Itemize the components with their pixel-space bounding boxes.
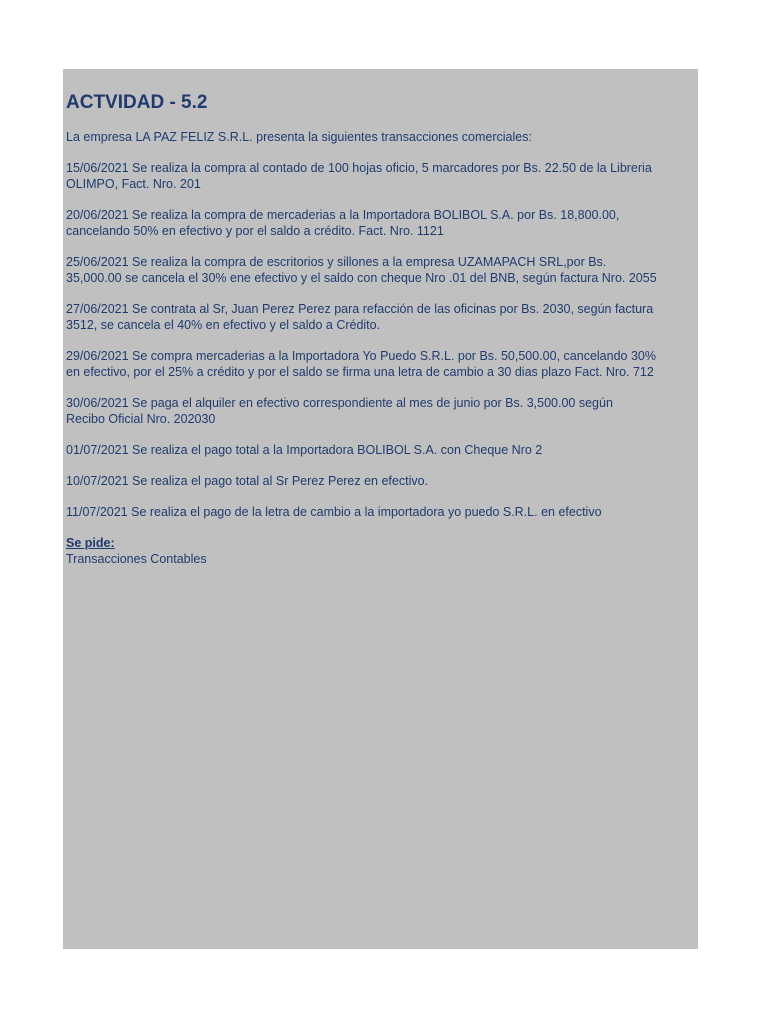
transaction-line: 11/07/2021 Se realiza el pago de la letra de cambio a la importadora yo puedo S.R.L. en efectivo	[66, 505, 602, 519]
se-pide-section	[66, 535, 698, 567]
transaction-line: 25/06/2021 Se realiza la compra de escritorios y sillones a la empresa UZAMAPACH SRL,por Bs.	[66, 255, 607, 269]
document-title: ACTVIDAD - 5.2	[66, 92, 208, 113]
document-sheet	[63, 69, 698, 949]
document-content	[66, 91, 698, 567]
transaction-line: en efectivo, por el 25% a crédito y por el saldo se firma una letra de cambio a 30 dias plazo Fact. Nro. 712	[66, 365, 654, 379]
transaction-line: 3512, se cancela el 40% en efectivo y el saldo a Crédito.	[66, 318, 381, 332]
transaction-line: 10/07/2021 Se realiza el pago total al Sr Perez Perez en efectivo.	[66, 474, 429, 488]
transaction-1	[66, 160, 698, 192]
transaction-3	[66, 254, 698, 286]
transaction-line: OLIMPO, Fact. Nro. 201	[66, 177, 201, 191]
transaction-line: 15/06/2021 Se realiza la compra al contado de 100 hojas oficio, 5 marcadores por Bs. 22.50 de la Libreria	[66, 161, 652, 175]
se-pide-label: Se pide:	[66, 536, 115, 550]
transaction-line: 27/06/2021 Se contrata al Sr, Juan Perez Perez para refacción de las oficinas por Bs. 2030, según factura	[66, 302, 654, 316]
se-pide-text: Transacciones Contables	[66, 552, 207, 566]
transaction-line: Recibo Oficial Nro. 202030	[66, 412, 216, 426]
transaction-line: 20/06/2021 Se realiza la compra de mercaderias a la Importadora BOLIBOL S.A. por Bs. 18,800.00,	[66, 208, 620, 222]
transaction-6	[66, 395, 698, 427]
transaction-2	[66, 207, 698, 239]
transaction-4	[66, 301, 698, 333]
transaction-line: cancelando 50% en efectivo y por el saldo a crédito. Fact. Nro. 1121	[66, 224, 444, 238]
transaction-5	[66, 348, 698, 380]
transaction-7	[66, 442, 698, 458]
transaction-9	[66, 504, 698, 520]
intro-text: La empresa LA PAZ FELIZ S.R.L. presenta la siguientes transacciones comerciales:	[66, 130, 532, 144]
transaction-line: 01/07/2021 Se realiza el pago total a la Importadora BOLIBOL S.A. con Cheque Nro 2	[66, 443, 543, 457]
transaction-line: 29/06/2021 Se compra mercaderias a la Importadora Yo Puedo S.R.L. por Bs. 50,500.00, cancelando 30%	[66, 349, 656, 363]
transaction-line: 30/06/2021 Se paga el alquiler en efectivo correspondiente al mes de junio por Bs. 3,500.00 según	[66, 396, 613, 410]
transaction-line: 35,000.00 se cancela el 30% ene efectivo y el saldo con cheque Nro .01 del BNB, según factura Nro. 2055	[66, 271, 657, 285]
transaction-8	[66, 473, 698, 489]
